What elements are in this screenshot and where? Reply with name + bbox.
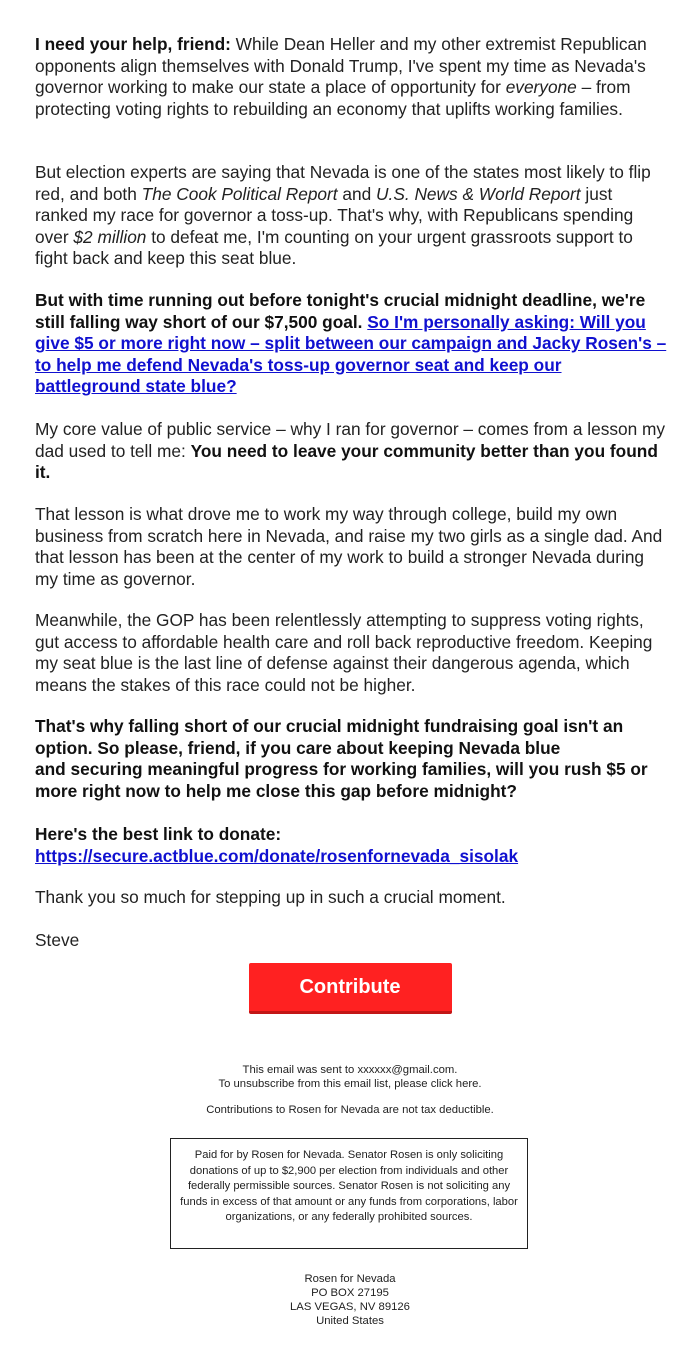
footer-sent-prefix: This email was sent to bbox=[242, 1064, 358, 1076]
paragraph-ask bbox=[35, 290, 669, 398]
paragraph-intro bbox=[35, 34, 669, 120]
intro-text-b: – from protecting voting rights to rebuilding an economy that uplifts working families. bbox=[35, 77, 631, 119]
footer-address bbox=[0, 1272, 700, 1328]
legal-disclaimer-text: Paid for by Rosen for Nevada. Senator Rosen is only soliciting donations of up to $2,900 per election from individuals and other federally permissible sources. Senator Rosen is not soliciting any funds in excess of that amount or any funds from corporations, labor organizations, or any federally prohibited sources. bbox=[180, 1149, 518, 1224]
footer-sent-email: xxxxxx@gmail.com. bbox=[357, 1064, 458, 1076]
contribute-button[interactable]: Contribute bbox=[249, 963, 452, 1014]
paragraph-donate-link bbox=[35, 824, 669, 867]
contribute-button-wrap bbox=[0, 963, 700, 1014]
experts-text-c: just ranked my race for governor a toss-up. That's why, with Republicans spending over bbox=[35, 183, 634, 247]
footer-unsub-prefix: To unsubscribe from this email list, please bbox=[218, 1078, 431, 1090]
paragraph-gop bbox=[35, 610, 669, 696]
experts-italic-cook: The Cook Political Report bbox=[141, 183, 338, 204]
donate-url-link[interactable]: https://secure.actblue.com/donate/rosenfornevada_sisolak bbox=[35, 845, 519, 866]
urgent-line-2: and securing meaningful progress for working families, will you rush $5 or more right now to help me close this gap before midnight? bbox=[35, 759, 648, 801]
address-country: United States bbox=[316, 1315, 384, 1327]
experts-text-b: and bbox=[337, 183, 377, 204]
footer-recipient-info bbox=[0, 1063, 700, 1091]
ask-bold-text: But with time running out before tonight's crucial midnight deadline, we're still falling way short of our $7,500 goal. bbox=[35, 290, 646, 332]
paragraph-experts bbox=[35, 162, 669, 270]
donate-ask-link[interactable]: So I'm personally asking: Will you give $5 or more right now – split between our campaign and Jacky Rosen's – to help me defend Nevada's toss-up governor seat and keep our battleground state blue? bbox=[35, 311, 667, 397]
signature-name: Steve bbox=[35, 930, 80, 950]
address-org: Rosen for Nevada bbox=[304, 1273, 396, 1285]
paragraph-thanks bbox=[35, 887, 669, 909]
donate-label: Here's the best link to donate: bbox=[35, 824, 282, 844]
address-city: LAS VEGAS, NV 89126 bbox=[290, 1301, 410, 1313]
paragraph-urgent bbox=[35, 716, 669, 802]
paragraph-core-value bbox=[35, 419, 669, 484]
core-value-text: My core value of public service – why I ran for governor – comes from a lesson my dad used to tell me: bbox=[35, 419, 666, 461]
urgent-line-1: That's why falling short of our crucial midnight fundraising goal isn't an option. So please, friend, if you care about keeping Nevada blue bbox=[35, 716, 624, 758]
experts-italic-amount: $2 million bbox=[73, 226, 147, 247]
thanks-text: Thank you so much for stepping up in such a crucial moment. bbox=[35, 887, 506, 907]
lesson-text: That lesson is what drove me to work my way through college, build my own business from scratch here in Nevada, and raise my two girls as a single dad. And that lesson has been at the center of my work to build a stronger Nevada during my time as governor. bbox=[35, 504, 663, 589]
gop-text: Meanwhile, the GOP has been relentlessly attempting to suppress voting rights, gut access to affordable health care and roll back reproductive freedom. Keeping my seat blue is the last line of defense against their dangerous agenda, which means the stakes of this race could not be higher. bbox=[35, 610, 653, 695]
legal-disclaimer-box bbox=[170, 1138, 528, 1249]
footer-tax-note bbox=[0, 1103, 700, 1117]
core-value-bold: You need to leave your community better than you found it. bbox=[35, 440, 658, 483]
experts-text-d: to defeat me, I'm counting on your urgent grassroots support to fight back and keep this seat blue. bbox=[35, 226, 633, 269]
footer-sent-to bbox=[0, 1063, 700, 1077]
footer-unsub-suffix: . bbox=[478, 1078, 482, 1090]
experts-italic-usnews: U.S. News & World Report bbox=[376, 183, 581, 204]
address-po: PO BOX 27195 bbox=[311, 1287, 389, 1299]
intro-italic: everyone bbox=[505, 77, 577, 98]
paragraph-lesson bbox=[35, 504, 669, 590]
experts-text-a: But election experts are saying that Nevada is one of the states most likely to flip red, and both bbox=[35, 162, 651, 204]
unsubscribe-link[interactable]: click here bbox=[430, 1078, 479, 1090]
signature bbox=[35, 930, 669, 952]
footer-unsubscribe bbox=[0, 1077, 700, 1091]
intro-bold-lead: I need your help, friend: bbox=[35, 34, 231, 54]
intro-text-a: While Dean Heller and my other extremist Republican opponents align themselves with Donald Trump, I've spent my time as Nevada's governor working to make our state a place of opportunity for bbox=[35, 34, 647, 98]
tax-note-text: Contributions to Rosen for Nevada are not tax deductible. bbox=[206, 1104, 494, 1116]
